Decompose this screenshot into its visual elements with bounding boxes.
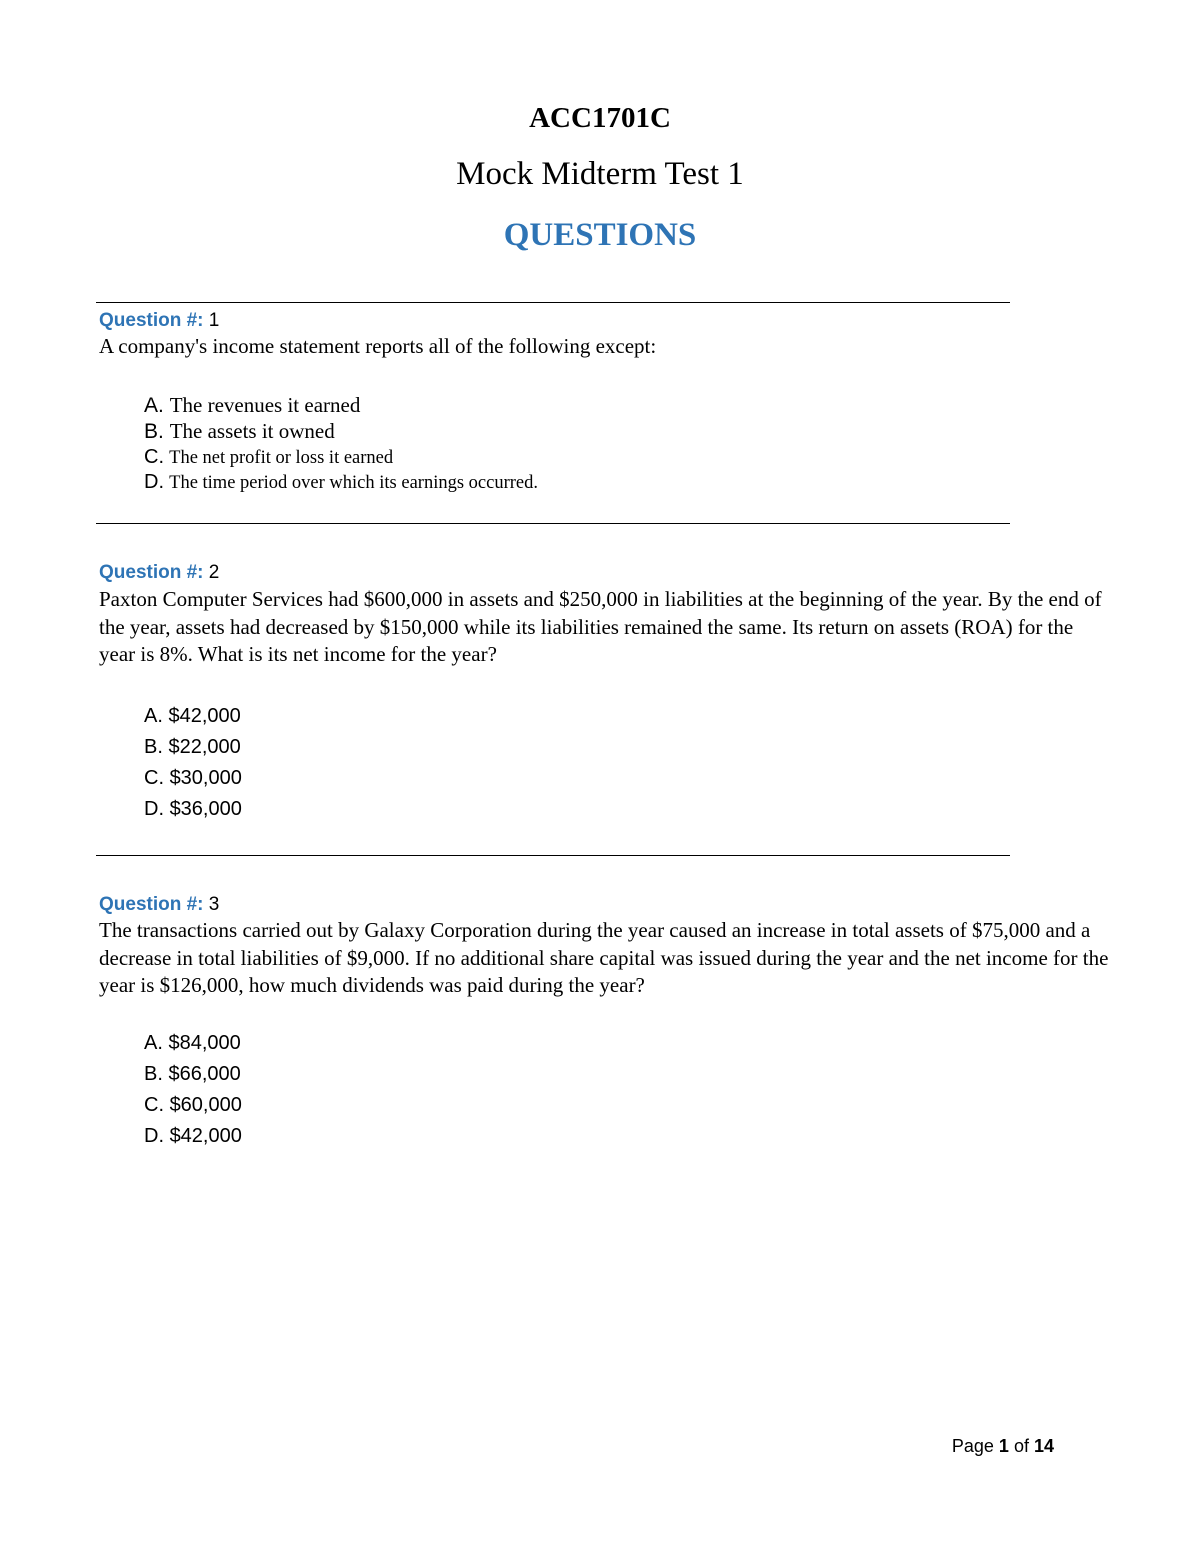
option-b: B. $66,000 bbox=[144, 1063, 241, 1085]
option-c: C. The net profit or loss it earned bbox=[144, 446, 394, 468]
test-title: Mock Midterm Test 1 bbox=[456, 156, 744, 192]
option-b: B. $22,000 bbox=[144, 736, 241, 758]
option-c: C. $60,000 bbox=[144, 1094, 242, 1116]
total-pages: 14 bbox=[1033, 1436, 1054, 1456]
question-number: 1 bbox=[208, 310, 220, 331]
question-1-text: A company's income statement reports all of the following except: bbox=[99, 334, 657, 358]
section-heading: QUESTIONS bbox=[503, 217, 697, 253]
question-3-options bbox=[144, 1028, 242, 1152]
option-a: A. $42,000 bbox=[144, 705, 241, 727]
of-word: of bbox=[1013, 1436, 1029, 1456]
question-3-text: The transactions carried out by Galaxy Corporation during the year caused an increase in total assets of $75,000 and a decrease in total liabilities of $9,000. If no additional share capital was issued during the year and the net income for the year is $126,000, how much dividends was paid during the year? bbox=[99, 918, 1109, 997]
divider bbox=[96, 302, 1010, 303]
current-page: 1 bbox=[998, 1436, 1009, 1456]
page-footer bbox=[952, 1434, 1054, 1458]
question-number: 2 bbox=[208, 562, 220, 583]
question-1-label bbox=[99, 309, 219, 333]
option-a: A. $84,000 bbox=[144, 1032, 241, 1054]
divider bbox=[96, 523, 1010, 524]
question-label: Question #: bbox=[99, 894, 204, 915]
question-number: 3 bbox=[208, 894, 220, 915]
option-a: A. The revenues it earned bbox=[144, 393, 361, 417]
page-word: Page bbox=[951, 1436, 994, 1456]
question-3-label bbox=[99, 893, 219, 917]
option-d: D. The time period over which its earnings occurred. bbox=[144, 471, 538, 493]
question-label: Question #: bbox=[99, 310, 204, 331]
option-b: B. The assets it owned bbox=[144, 419, 335, 443]
question-1-options bbox=[144, 392, 538, 494]
course-code: ACC1701C bbox=[529, 102, 671, 134]
option-d: D. $36,000 bbox=[144, 798, 242, 820]
option-c: C. $30,000 bbox=[144, 767, 242, 789]
question-2-options bbox=[144, 701, 242, 825]
question-2-label bbox=[99, 561, 219, 585]
option-d: D. $42,000 bbox=[144, 1125, 242, 1147]
question-2-text: Paxton Computer Services had $600,000 in assets and $250,000 in liabilities at the beginning of the year. By the end of the year, assets had decreased by $150,000 while its liabilities remained the same. Its return on assets (ROA) for the year is 8%. What is its net income for the year? bbox=[99, 587, 1102, 666]
divider bbox=[96, 855, 1010, 856]
question-label: Question #: bbox=[99, 562, 204, 583]
